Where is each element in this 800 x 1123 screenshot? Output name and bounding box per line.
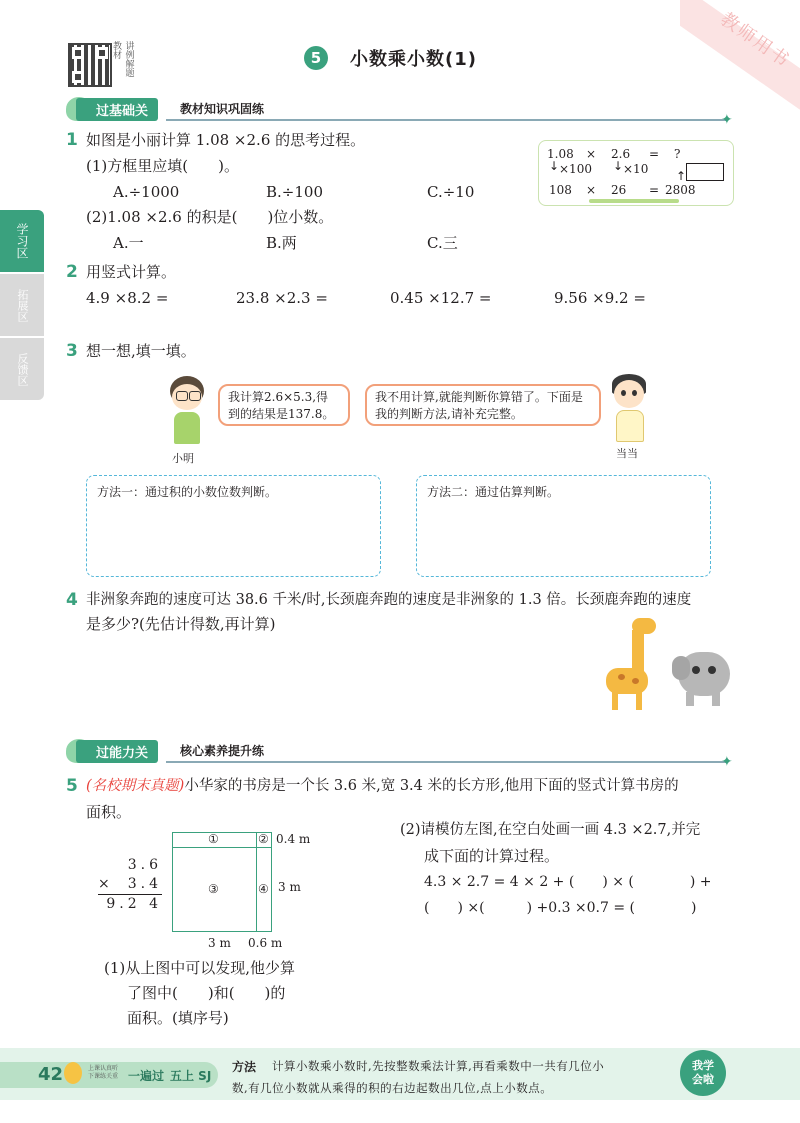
lesson-title: 小数乘小数(1): [350, 49, 477, 70]
q5-sub2-line4[interactable]: ( ) ×( ) +0.3 ×0.7 = ( ): [424, 900, 697, 916]
region-4: ④: [258, 882, 269, 896]
q5-sub1-line3: 面积。(填序号): [127, 1009, 229, 1027]
xiaoming-figure: [162, 376, 212, 446]
q4: [66, 590, 78, 610]
q3-stem: 想一想,填一填。: [86, 342, 196, 360]
q5-number: 5: [66, 776, 78, 796]
q1-sub2-option-a[interactable]: A.一: [113, 234, 144, 252]
tab-extension-area[interactable]: 拓展区: [0, 274, 44, 336]
diag-26: 26: [611, 183, 627, 197]
q2-item-4[interactable]: 9.56 ×9.2 =: [554, 289, 646, 307]
q2: [66, 262, 78, 282]
qr-code[interactable]: [68, 43, 112, 87]
bubble-right: 我不用计算,就能判断你算错了。下面是我的判断方法,请补充完整。: [365, 384, 601, 426]
diag-times-2: ×: [586, 183, 597, 197]
q1-sub1-option-c[interactable]: C.÷10: [427, 183, 475, 201]
section1-subtitle: 教材知识巩固练: [180, 102, 265, 116]
q5-tag: (名校期末真题): [86, 778, 185, 794]
vm-operator: ×: [98, 876, 114, 892]
region-1: ①: [208, 832, 219, 846]
q1-diagram: [538, 140, 734, 206]
section2-star-icon: ✦: [721, 754, 733, 770]
method-box-1-label: 方法一：通过积的小数位数判断。: [97, 485, 278, 499]
section2-title: 过能力关: [76, 740, 158, 763]
q1: [66, 130, 78, 150]
vm-multiplier: 3.4: [127, 876, 162, 892]
area-diagram: [172, 832, 312, 957]
xiaoming-name: 小明: [172, 452, 194, 465]
q5-sub1-line1: (1)从上图中可以发现,他少算: [104, 959, 296, 977]
method-box-1[interactable]: [86, 475, 381, 577]
lesson-badge: 5: [304, 46, 328, 70]
q5-line1-text: 小华家的书房是一个长 3.6 米,宽 3.4 米的长方形,他用下面的竖式计算书房的: [184, 778, 679, 794]
q1-sub1-option-a[interactable]: A.÷1000: [113, 183, 180, 201]
diag-grass-decoration: [589, 199, 679, 203]
q1-sub1-option-b[interactable]: B.÷100: [266, 183, 323, 201]
q2-item-1[interactable]: 4.9 ×8.2 =: [86, 289, 169, 307]
q1-sub2: (2)1.08 ×2.6 的积是( )位小数。: [86, 208, 334, 226]
side-tabs: [0, 210, 44, 400]
section1-header: [66, 97, 736, 128]
series-name: 一遍过: [128, 1069, 165, 1083]
tab-feedback-area[interactable]: 反馈区: [0, 338, 44, 400]
qr-label: 教 讲 材 例 解 题: [113, 42, 135, 79]
q5: [66, 776, 78, 796]
q4-number: 4: [66, 590, 78, 610]
grade-label: 五上 SJ: [170, 1069, 212, 1083]
dim-top-right: 0.4 m: [276, 832, 311, 846]
diag-times-10: ×10: [623, 162, 649, 176]
watermark-text: 教师用书: [716, 8, 794, 72]
diag-1-08: 1.08: [547, 147, 574, 161]
q2-item-3[interactable]: 0.45 ×12.7 =: [390, 289, 492, 307]
q2-stem: 用竖式计算。: [86, 263, 177, 281]
tab-study-area[interactable]: 学习区: [0, 210, 44, 272]
diag-times-100: ×100: [559, 162, 592, 176]
dim-bottom-right: 0.6 m: [248, 936, 283, 950]
diag-108: 108: [549, 183, 572, 197]
q2-number: 2: [66, 262, 78, 282]
dim-right: 3 m: [278, 880, 301, 894]
q5-sub1-line2[interactable]: 了图中( )和( )的: [127, 984, 286, 1002]
q4-line1: 非洲象奔跑的速度可达 38.6 千米/时,长颈鹿奔跑的速度是非洲象的 1.3 倍。长颈鹿奔跑的速度: [86, 592, 692, 608]
method-box-2[interactable]: [416, 475, 711, 577]
page-number: 42: [38, 1064, 64, 1085]
vm-multiplicand: 3.6: [127, 857, 162, 873]
method-text-1: 计算小数乘小数时,先按整数乘法计算,再看乘数中一共有几位小: [272, 1059, 605, 1073]
section2-rule: [166, 761, 726, 763]
q1-sub2-option-b[interactable]: B.两: [266, 234, 297, 252]
region-2: ②: [258, 832, 269, 846]
q5-line2: 面积。: [86, 803, 132, 821]
diag-times-1: ×: [586, 147, 597, 161]
q5-sub2-line2: 成下面的计算过程。: [424, 847, 560, 865]
q3: [66, 341, 78, 361]
q1-sub2-option-c[interactable]: C.三: [427, 234, 458, 252]
diag-arrow-up-icon: ↑: [676, 169, 687, 183]
q5-line1: [86, 776, 679, 796]
diag-blank-box[interactable]: [686, 163, 724, 181]
diag-eq-1: =: [649, 147, 660, 161]
section1-star-icon: ✦: [721, 112, 733, 128]
section1-title: 过基础关: [76, 98, 158, 121]
section2-header: [66, 739, 736, 770]
method-box-2-label: 方法二：通过估算判断。: [427, 485, 560, 499]
vertical-multiplication: [98, 856, 162, 914]
diag-eq-2: =: [649, 183, 660, 197]
dim-bottom-left: 3 m: [208, 936, 231, 950]
region-3: ③: [208, 882, 219, 896]
diag-question: ?: [674, 147, 681, 161]
section1-rule: [166, 119, 726, 121]
q5-sub2-line1: (2)请模仿左图,在空白处画一画 4.3 ×2.7,并完: [400, 822, 701, 838]
giraffe-illustration: [598, 616, 662, 712]
series-small-text: 上课认真听 下课练关重: [88, 1065, 119, 1080]
series-mascot-icon: [64, 1062, 82, 1084]
method-label: 方法: [232, 1060, 257, 1074]
diag-2-6: 2.6: [611, 147, 631, 161]
section2-subtitle: 核心素养提升练: [180, 744, 265, 758]
method-text-2: 数,有几位小数就从乘得的积的右边起数出几位,点上小数点。: [232, 1081, 553, 1095]
q3-number: 3: [66, 341, 78, 361]
elephant-illustration: [672, 648, 736, 708]
diag-2808: 2808: [665, 183, 696, 197]
learned-badge: 我学 会啦: [680, 1050, 726, 1096]
bubble-left: 我计算2.6×5.3,得到的结果是137.8。: [218, 384, 350, 426]
q5-sub2-line3[interactable]: 4.3 × 2.7 = 4 × 2 + ( ) × ( ) +: [424, 874, 712, 890]
q1-stem: 如图是小丽计算 1.08 ×2.6 的思考过程。: [86, 131, 366, 149]
q2-item-2[interactable]: 23.8 ×2.3 =: [236, 289, 328, 307]
diag-arrow-down-icon: ↓: [549, 159, 560, 173]
vm-result: 9.2 4: [106, 896, 162, 912]
q1-sub1: (1)方框里应填( )。: [86, 157, 239, 175]
diag-arrow-down-icon-2: ↓: [613, 159, 624, 173]
q1-number: 1: [66, 130, 78, 150]
q4-line2: 是多少?(先估计得数,再计算): [86, 615, 276, 633]
dangdang-figure: [604, 374, 654, 444]
dangdang-name: 当当: [616, 447, 638, 460]
